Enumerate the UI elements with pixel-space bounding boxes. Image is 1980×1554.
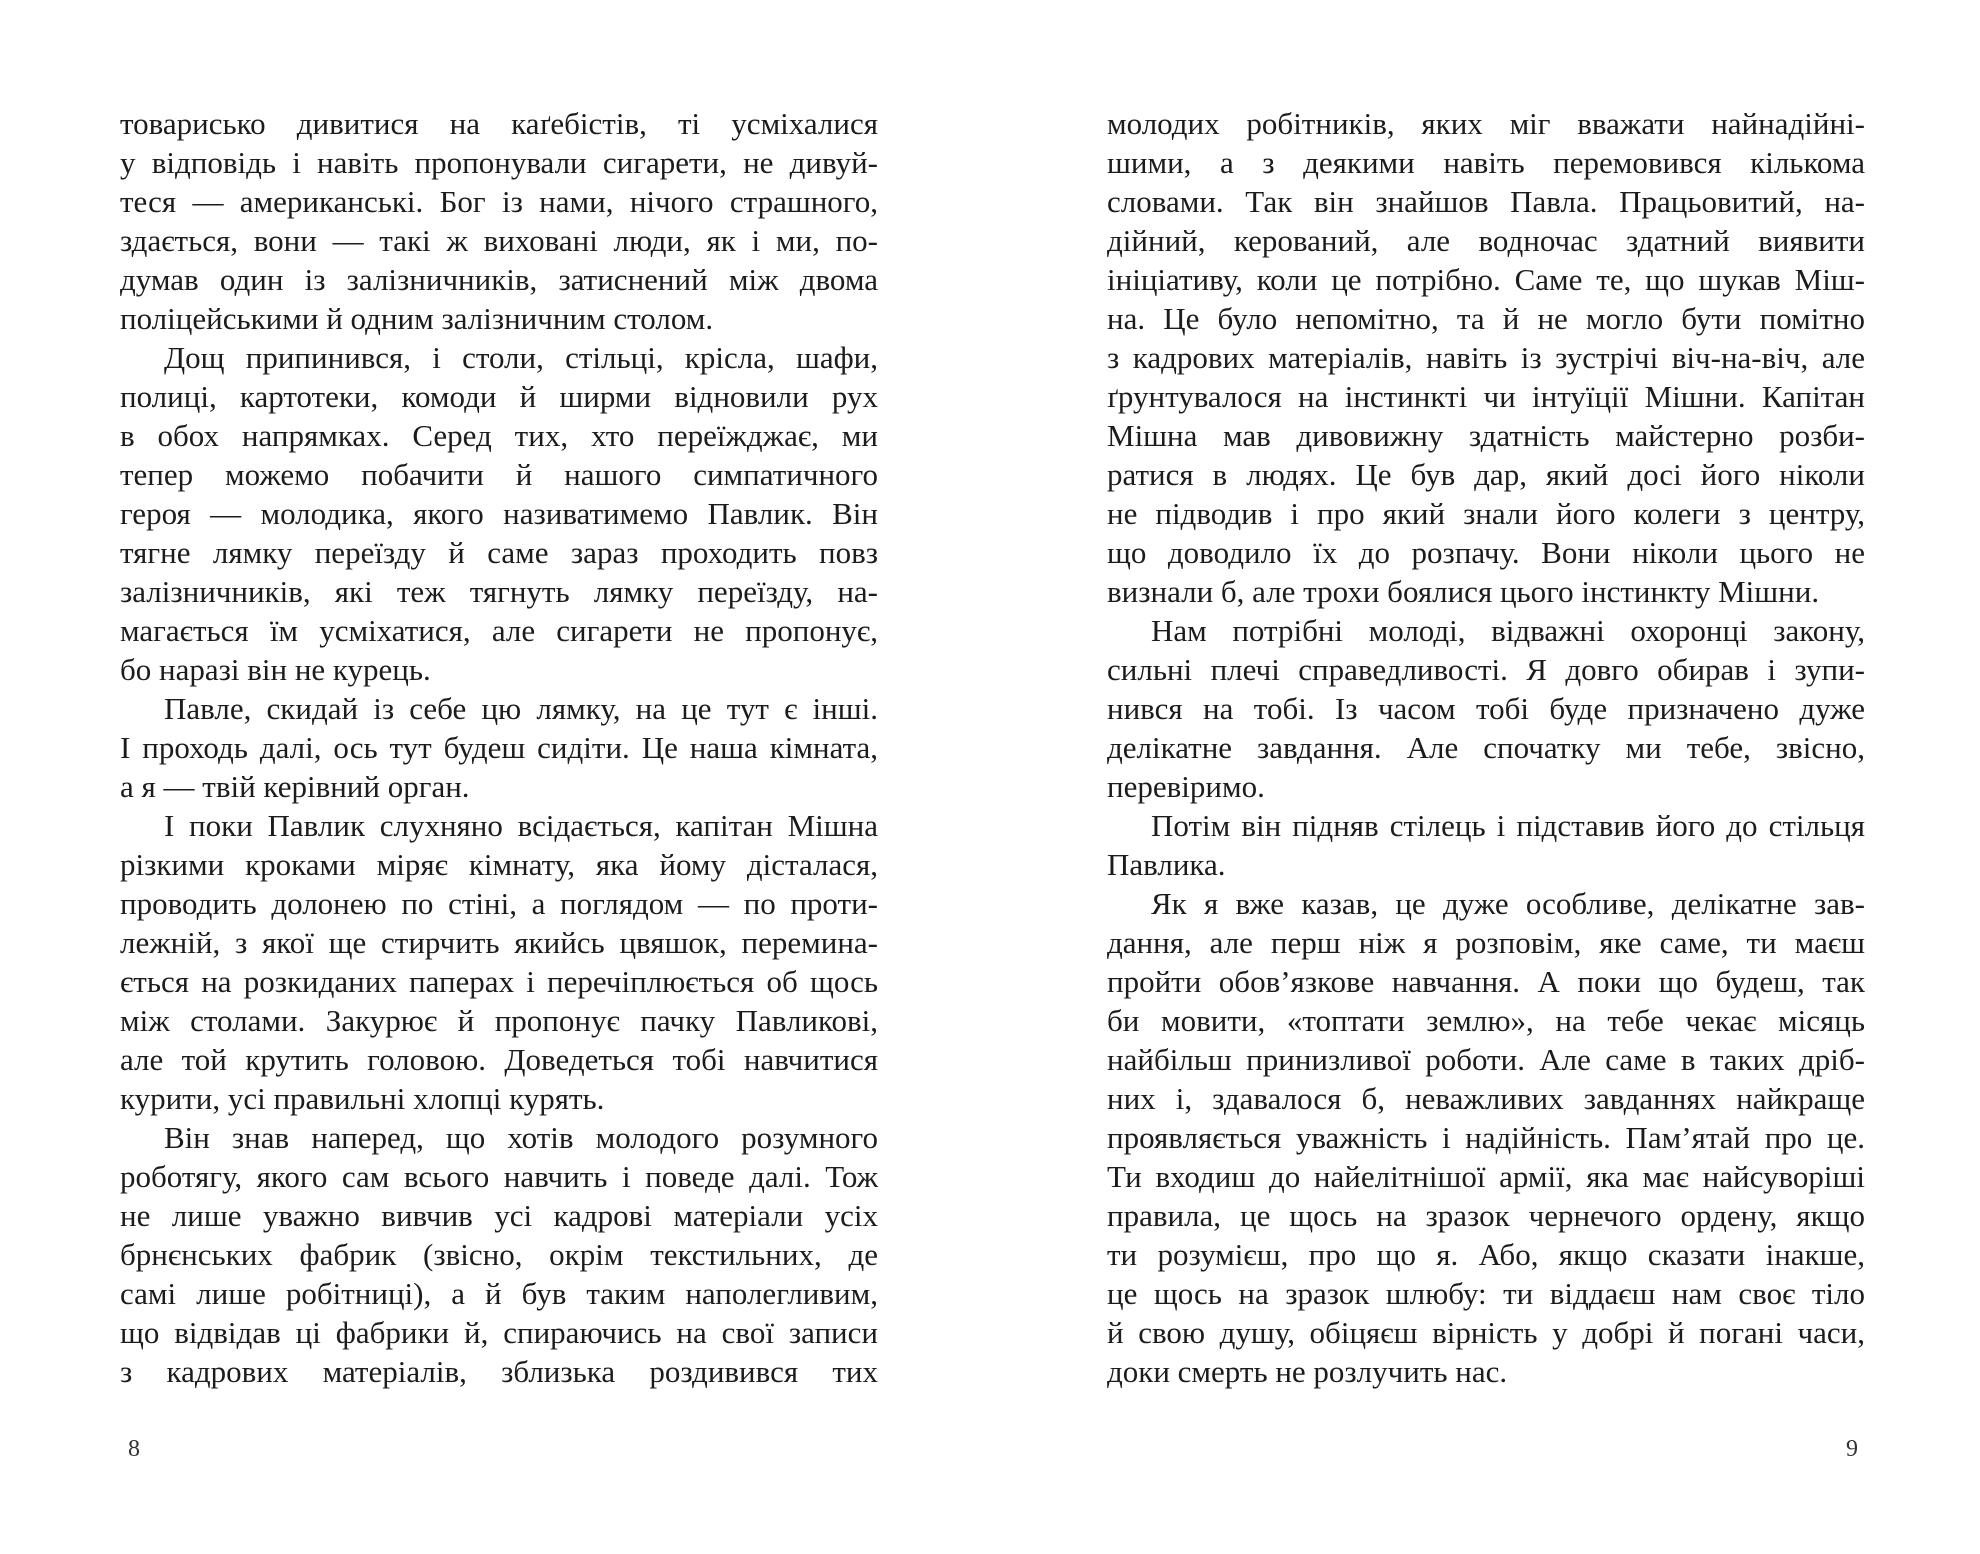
text-line: ти розумієш, про що я. Або, якщо сказати інакше, <box>1107 1237 1865 1272</box>
text-line: залізничників, які теж тягнуть лямку переїзду, на- <box>120 574 878 609</box>
paragraph <box>1107 884 1865 1391</box>
text-line: Мішна мав дивовижну здатність майстерно розби- <box>1107 418 1865 453</box>
right-page <box>990 0 1980 1554</box>
text-line: Як я вже казав, це дуже особливе, делікатне зав- <box>1151 886 1865 921</box>
text-line: у відповідь і навіть пропонували сигарети, не дивуй- <box>120 145 878 180</box>
text-line: словами. Так він знайшов Павла. Працьовитий, на- <box>1107 184 1865 219</box>
text-line: дання, але перш ніж я розповім, яке саме, ти маєш <box>1107 925 1865 960</box>
text-line: й свою душу, обіцяєш вірність у добрі й погані часи, <box>1107 1315 1865 1350</box>
text-line: шими, а з деякими навіть перемовився кількома <box>1107 145 1865 180</box>
text-line: ініціативу, коли це потрібно. Саме те, що шукав Міш- <box>1107 262 1865 297</box>
text-line: героя — молодика, якого називатимемо Павлик. Він <box>120 496 878 531</box>
text-line: це щось на зразок шлюбу: ти віддаєш нам своє тіло <box>1107 1276 1865 1311</box>
text-line: полиці, картотеки, комоди й ширми відновили рух <box>120 379 878 414</box>
page-number: 9 <box>1846 1436 1858 1462</box>
text-line: ратися в людях. Це був дар, який досі його ніколи <box>1107 457 1865 492</box>
left-page-text <box>120 104 878 1391</box>
text-line: різкими кроками міряє кімнату, яка йому дісталася, <box>120 847 878 882</box>
text-line: визнали б, але трохи боялися цього інстинкту Мішни. <box>1107 574 1820 609</box>
text-line: думав один із залізничників, затиснений між двома <box>120 262 878 297</box>
text-line: на. Це було непомітно, та й не могло бути помітно <box>1107 301 1865 336</box>
text-line: з кадрових матеріалів, зблизька роздивився тих <box>120 1354 878 1389</box>
text-line: сильні плечі справедливості. Я довго обирав і зупи- <box>1107 652 1865 687</box>
text-line: а я — твій керівний орган. <box>120 769 470 804</box>
text-line: Він знав наперед, що хотів молодого розумного <box>164 1120 878 1155</box>
text-line: що відвідав ці фабрики й, спираючись на свої записи <box>120 1315 878 1350</box>
paragraph <box>1107 806 1865 884</box>
text-line: товарисько дивитися на каґебістів, ті усміхалися <box>120 106 878 141</box>
text-line: лежній, з якої ще стирчить якийсь цвяшок, перемина- <box>120 925 878 960</box>
paragraph <box>120 104 878 338</box>
text-line: між столами. Закурює й пропонує пачку Павликові, <box>120 1003 878 1038</box>
text-line: ється на розкиданих паперах і перечіплюється об щось <box>120 964 878 999</box>
text-line: поліцейськими й одним залізничним столом. <box>120 301 714 336</box>
paragraph <box>1107 104 1865 611</box>
paragraph <box>120 338 878 689</box>
text-line: делікатне завдання. Але спочатку ми тебе, звісно, <box>1107 730 1865 765</box>
text-line: тепер можемо побачити й нашого симпатичного <box>120 457 878 492</box>
text-line: Ти входиш до найелітнішої армії, яка має найсуворіші <box>1107 1159 1865 1194</box>
text-line: Дощ припинився, і столи, стільці, крісла, шафи, <box>164 340 878 375</box>
text-line: проявляється уважність і надійність. Пам’ятай про це. <box>1107 1120 1865 1155</box>
text-line: тягне лямку переїзду й саме зараз проходить повз <box>120 535 878 570</box>
page-number: 8 <box>128 1436 140 1462</box>
text-line: молодих робітників, яких міг вважати найнадійні- <box>1107 106 1865 141</box>
paragraph <box>120 806 878 1118</box>
text-line: нився на тобі. Із часом тобі буде призначено дуже <box>1107 691 1865 726</box>
text-line: що доводило їх до розпачу. Вони ніколи цього не <box>1107 535 1865 570</box>
paragraph <box>1107 611 1865 806</box>
text-line: Павле, скидай із себе цю лямку, на це тут є інші. <box>164 691 878 726</box>
text-line: самі лише робітниці), а й був таким наполегливим, <box>120 1276 878 1311</box>
text-line: Павлика. <box>1107 847 1226 882</box>
text-line: але той крутить головою. Доведеться тобі навчитися <box>120 1042 878 1077</box>
text-line: магається їм усміхатися, але сигарети не пропонує, <box>120 613 878 648</box>
text-line: роботягу, якого сам всього навчить і поведе далі. Тож <box>120 1159 878 1194</box>
text-line: проводить долонею по стіні, а поглядом — по проти- <box>120 886 878 921</box>
text-line: І поки Павлик слухняно всідається, капітан Мішна <box>164 808 878 843</box>
text-line: ґрунтувалося на інстинкті чи інтуїції Мішни. Капітан <box>1107 379 1865 414</box>
right-page-text <box>1107 104 1865 1391</box>
text-line: здається, вони — такі ж виховані люди, як і ми, по- <box>120 223 878 258</box>
text-line: не підводив і про який знали його колеги з центру, <box>1107 496 1865 531</box>
text-line: теся — американські. Бог із нами, нічого страшного, <box>120 184 878 219</box>
text-line: правила, це щось на зразок чернечого ордену, якщо <box>1107 1198 1865 1233</box>
text-line: них і, здавалося б, неважливих завданнях найкраще <box>1107 1081 1865 1116</box>
text-line: би мовити, «топтати землю», на тебе чекає місяць <box>1107 1003 1865 1038</box>
text-line: дійний, керований, але водночас здатний виявити <box>1107 223 1865 258</box>
text-line: з кадрових матеріалів, навіть із зустрічі віч-на-віч, але <box>1107 340 1865 375</box>
text-line: перевіримо. <box>1107 769 1265 804</box>
text-line: не лише уважно вивчив усі кадрові матеріали усіх <box>120 1198 878 1233</box>
text-line: пройти обов’язкове навчання. А поки що будеш, так <box>1107 964 1865 999</box>
text-line: брнєнських фабрик (звісно, окрім текстильних, де <box>120 1237 878 1272</box>
text-line: в обох напрямках. Серед тих, хто переїжджає, ми <box>120 418 878 453</box>
text-line: найбільш принизливої роботи. Але саме в таких дріб- <box>1107 1042 1865 1077</box>
text-line: бо наразі він не курець. <box>120 652 431 687</box>
text-line: Потім він підняв стілець і підставив його до стільця <box>1151 808 1865 843</box>
paragraph <box>120 689 878 806</box>
text-line: Нам потрібні молоді, відважні охоронці закону, <box>1151 613 1865 648</box>
paragraph <box>120 1118 878 1391</box>
text-line: І проходь далі, ось тут будеш сидіти. Це наша кімната, <box>120 730 878 765</box>
text-line: курити, усі правильні хлопці курять. <box>120 1081 605 1116</box>
text-line: доки смерть не розлучить нас. <box>1107 1354 1508 1389</box>
